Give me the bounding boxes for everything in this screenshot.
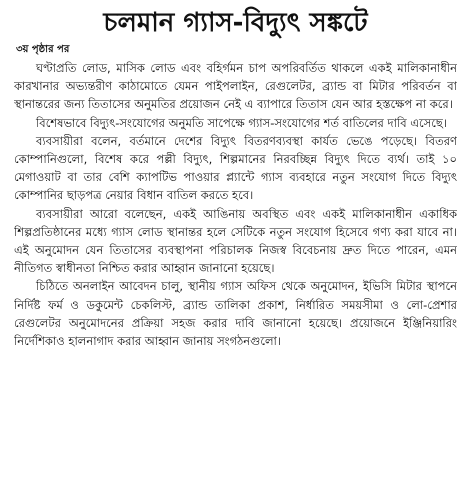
- paragraph-1: ঘণ্টাপ্রতি লোড, মাসিক লোড এবং বহির্গমন চাপ অপরিবর্তিত থাকলে একই মালিকানাধীন কারখানার অভ্যন্তরীণ কাঠামোতে যেমন পাইপলাইন, রেগুলেটর, ব্র্যান্ড বা মিটার পরিবর্তন বা স্থানান্তরের জন্য তিতাসের অনুমতির প্রয়োজন নেই এ ব্যাপারে তিতাস যেন আর হস্তক্ষেপ না করে।: [14, 61, 457, 112]
- headline: চলমান গ্যাস-বিদ্যুৎ সঙ্কটে: [103, 8, 368, 38]
- continued-from-label: ৩য় পৃষ্ঠার পর: [16, 44, 70, 55]
- paragraph-2: বিশেষভাবে বিদ্যুৎ-সংযোগের অনুমতি সাপেক্ষে গ্যাস-সংযোগের শর্ত বাতিলের দাবি এসেছে।: [36, 115, 447, 130]
- paragraph-4: ব্যবসায়ীরা আরো বলেছেন, একই আঙিনায় অবস্থিত এবং একই মালিকানাধীন একাধিক শিল্পপ্রতিষ্ঠানের মধ্যে গ্যাস লোড স্থানান্তর হলে সেটিকে নতুন সংযোগ হিসেবে গণ্য করা যাবে না। এই অনুমোদন যেন তিতাসের ব্যবস্থাপনা পরিচালক নিজস্ব বিবেচনায় দ্রুত দিতে পারেন, এমন নীতিগত স্বাধীনতা নিশ্চিত করার আহ্বান জানানো হয়েছে।: [14, 206, 457, 276]
- paragraph-3: ব্যবসায়ীরা বলেন, বর্তমানে দেশের বিদ্যুৎ বিতরণব্যবস্থা কার্যত ভেঙে পড়েছে। বিতরণ কোম্পানিগুলো, বিশেষ করে পল্লী বিদ্যুৎ, শিল্পমানের নিরবচ্ছিন্ন বিদ্যুৎ দিতে ব্যর্থ। তাই ১০ মেগাওয়াট বা তার বেশি ক্যাপটিভ পাওয়ার প্ল্যান্টে গ্যাস ব্যবহারে নতুন সংযোগ দিতে বিদ্যুৎ কোম্পানির ছাড়পত্র নেয়ার বিধান বাতিল করতে হবে।: [14, 133, 457, 203]
- paragraph-5: চিঠিতে অনলাইন আবেদন চালু, স্থানীয় গ্যাস অফিস থেকে অনুমোদন, ইভিসি মিটার স্থাপনে নির্দিষ্ট ফর্ম ও ডকুমেন্ট চেকলিস্ট, ব্র্যান্ড তালিকা প্রকাশ, নির্ধারিত সময়সীমা ও লো-প্রেশার রেগুলেটর অনুমোদনের প্রক্রিয়া সহজ করার দাবি জানানো হয়েছে। প্রয়োজনে ইঞ্জিনিয়ারিং নির্দেশিকাও হালনাগাদ করার আহ্বান জানায় সংগঠনগুলো।: [14, 279, 457, 349]
